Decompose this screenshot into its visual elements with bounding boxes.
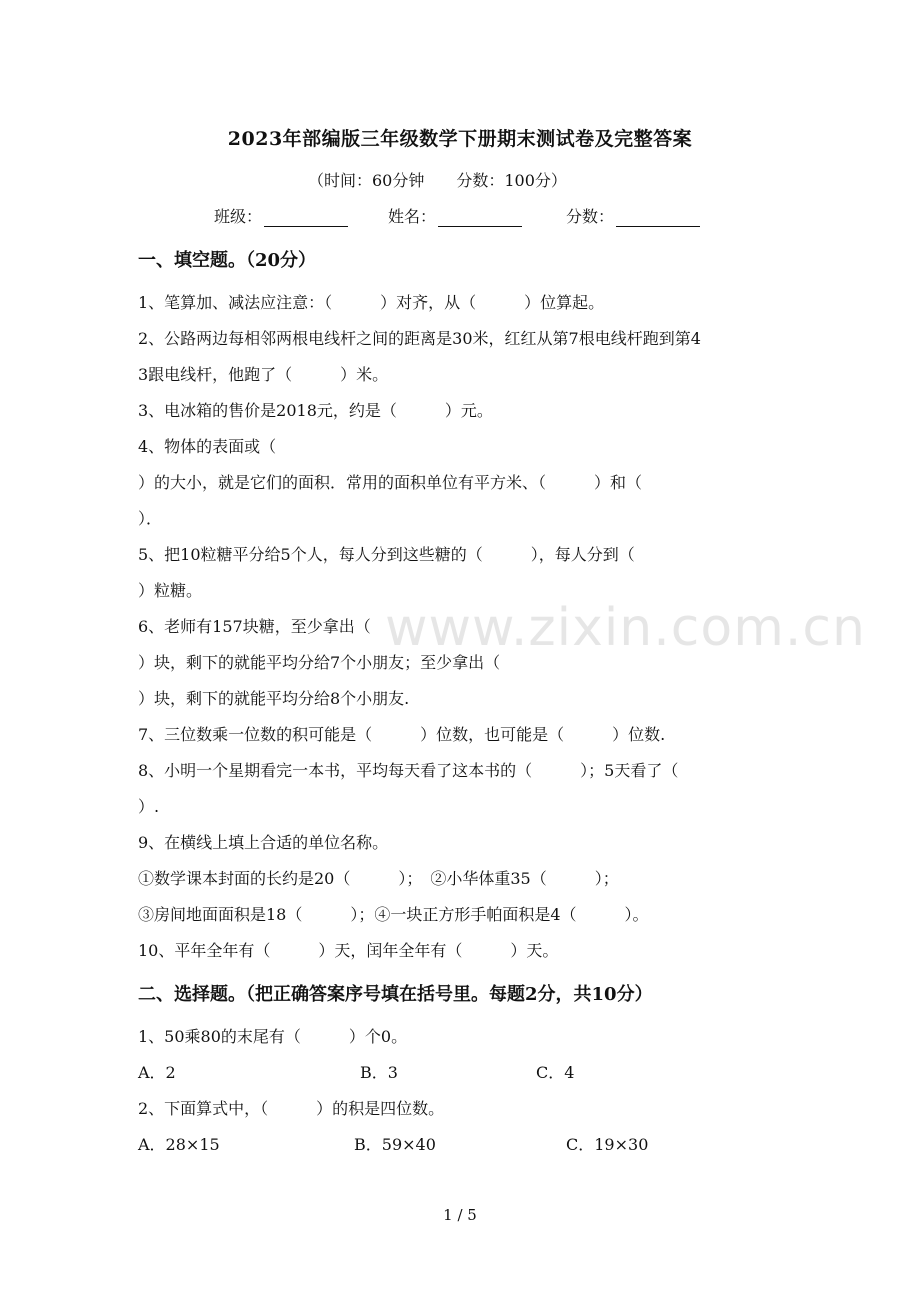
question-line: 4、物体的表面或（ [138, 437, 277, 456]
exam-meta [308, 168, 567, 191]
question-line: 6、老师有157块糖，至少拿出（ [138, 617, 371, 636]
question-line: ③房间地面面积是18（ ）；④一块正方形手帕面积是4（ ）。 [138, 905, 649, 924]
question-line: 8、小明一个星期看完一本书，平均每天看了这本书的（ ）；5天看了（ [138, 761, 679, 780]
name-label: 姓名： [388, 207, 437, 226]
option-a[interactable]: A．2 [138, 1063, 176, 1082]
question-line: 2、公路两边每相邻两根电线杆之间的距离是30米，红红从第7根电线杆跑到第4 [138, 329, 701, 348]
option-b[interactable]: B．59×40 [354, 1135, 436, 1154]
exam-time: （时间：60分钟 [308, 171, 425, 190]
page-title: 2023年部编版三年级数学下册期末测试卷及完整答案 [227, 128, 693, 150]
option-a[interactable]: A．28×15 [138, 1135, 220, 1154]
question-line: ）的大小，就是它们的面积．常用的面积单位有平方米、（ ）和（ [138, 473, 643, 492]
choice-question-1: 1、50乘80的末尾有（ ）个0。 [138, 1027, 408, 1046]
question-line: 10、平年全年有（ ）天，闰年全年有（ ）天。 [138, 941, 559, 960]
question-line: 7、三位数乘一位数的积可能是（ ）位数，也可能是（ ）位数. [138, 725, 666, 744]
question-line: ①数学课本封面的长约是20（ ）； ②小华体重35（ ）； [138, 869, 619, 888]
section1-heading: 一、填空题。（20分） [138, 250, 317, 271]
question-line: 3跟电线杆，他跑了（ ）米。 [138, 365, 389, 384]
question-line: ）块，剩下的就能平均分给8个小朋友. [138, 689, 410, 708]
option-c[interactable]: C．4 [536, 1063, 575, 1082]
class-field [214, 204, 348, 227]
watermark: www.zixin.com.cn [385, 598, 866, 658]
question-line: 5、把10粒糖平分给5个人，每人分到这些糖的（ ），每人分到（ [138, 545, 635, 564]
page-number: 1 / 5 [443, 1206, 477, 1224]
name-blank[interactable] [438, 210, 522, 227]
class-label: 班级： [214, 207, 263, 226]
section2-heading: 二、选择题。（把正确答案序号填在括号里。每题2分，共10分） [138, 984, 653, 1005]
class-blank[interactable] [264, 210, 348, 227]
score-field [566, 204, 700, 227]
question-line: ）. [138, 797, 160, 816]
option-b[interactable]: B．3 [360, 1063, 398, 1082]
question-line: ）． [138, 509, 163, 528]
exam-total-score: 分数：100分） [456, 171, 567, 190]
question-line: ）块，剩下的就能平均分给7个小朋友；至少拿出（ [138, 653, 501, 672]
question-line: 1、笔算加、减法应注意：（ ）对齐，从（ ）位算起。 [138, 293, 605, 312]
question-line: 9、在横线上填上合适的单位名称。 [138, 833, 389, 852]
option-c[interactable]: C．19×30 [566, 1135, 649, 1154]
score-label: 分数： [566, 207, 615, 226]
score-blank[interactable] [616, 210, 700, 227]
question-line: 3、电冰箱的售价是2018元，约是（ ）元。 [138, 401, 493, 420]
choice-question-2: 2、下面算式中，（ ）的积是四位数。 [138, 1099, 445, 1118]
name-field [388, 204, 522, 227]
question-line: ）粒糖。 [138, 581, 203, 600]
